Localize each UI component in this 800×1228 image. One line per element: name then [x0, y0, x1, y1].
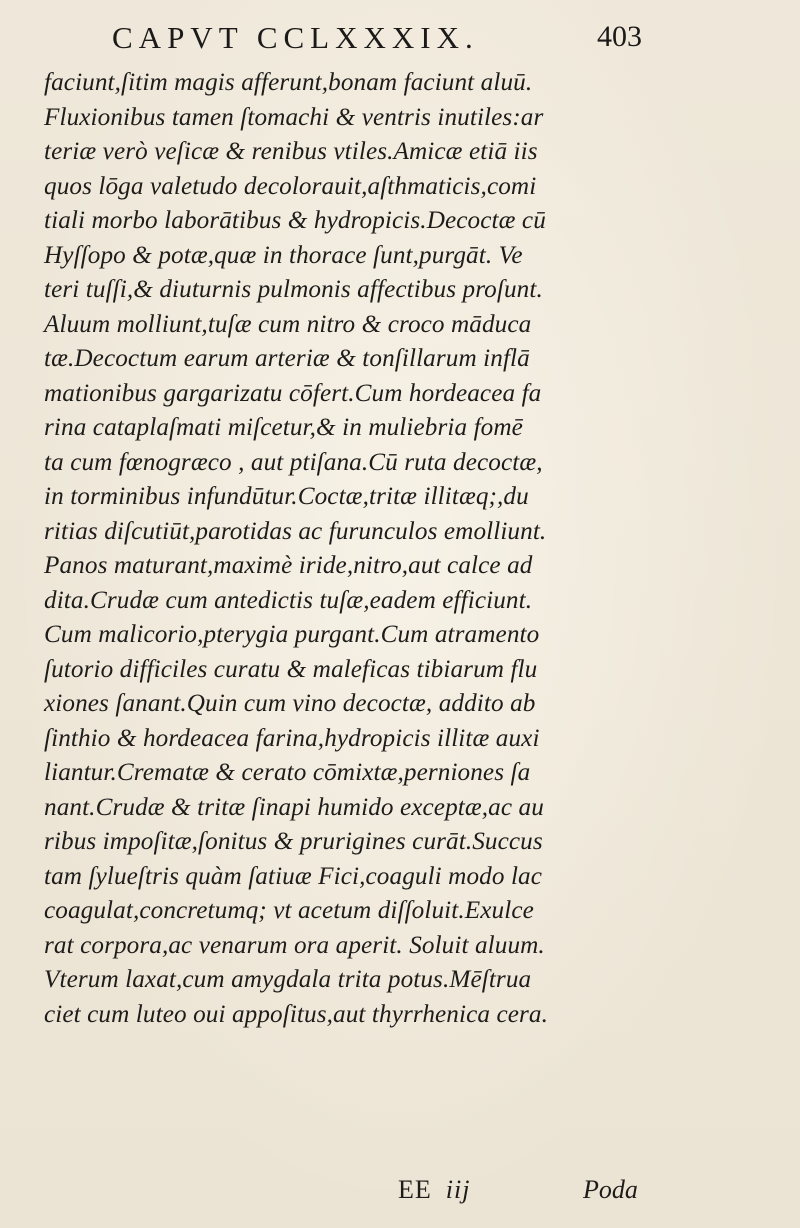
text-line: tiali morbo laborātibus & hydropicis.Decoctæ cū [44, 207, 546, 234]
text-line: tæ.Decoctum earum arteriæ & tonſillarum inflā [44, 345, 530, 372]
text-line: ſutorio difficiles curatu & maleficas tibiarum flu [44, 655, 538, 683]
signature-mark [398, 1175, 470, 1205]
text-line: faciunt,ſitim magis afferunt,bonam faciunt aluū. [44, 69, 533, 96]
text-line: teri tuſſi,& diuturnis pulmonis affectibus proſunt. [44, 276, 543, 303]
page-header [0, 18, 800, 58]
text-line: Panos maturant,maximè iride,nitro,aut calce ad [44, 552, 533, 579]
text-line: mationibus gargarizatu cōfert.Cum hordeacea fa [44, 379, 542, 407]
text-line: coagulat,concretumq; vt acetum diſſoluit.Exulce [44, 897, 534, 924]
text-line: Hyſſopo & potæ,quæ in thorace ſunt,purgāt. Ve [44, 241, 523, 269]
text-line: ciet cum luteo oui appoſitus,aut thyrrhenica cera. [44, 1000, 549, 1028]
text-line: Aluum molliunt,tuſæ cum nitro & croco māduca [44, 310, 532, 338]
text-line: ta cum fœnogræco , aut ptiſana.Cū ruta decoctæ, [44, 448, 543, 476]
catchword: Poda [583, 1175, 638, 1204]
text-line: ribus impoſitæ,ſonitus & prurigines curāt.Succus [44, 828, 543, 855]
text-line: ſinthio & hordeacea farina,hydropicis illitæ auxi [44, 724, 540, 752]
text-line: tam ſylueſtris quàm ſatiuæ Fici,coaguli modo lac [44, 862, 543, 890]
page-number: 403 [597, 20, 642, 53]
running-head: CAPVT CCLXXXIX. [112, 20, 479, 55]
text-line: quos lōga valetudo decolorauit,aſthmaticis,comi [44, 172, 537, 200]
text-line: liantur.Crematæ & cerato cōmixtæ,perniones ſa [44, 759, 531, 786]
text-line: Cum malicorio,pterygia purgant.Cum atramento [44, 621, 540, 648]
text-line: rat corpora,ac venarum ora aperit. Soluit aluum. [44, 931, 545, 959]
text-line: Fluxionibus tamen ſtomachi & ventris inutiles:ar [44, 103, 544, 131]
text-line: xiones ſanant.Quin cum vino decoctæ, addito ab [44, 690, 536, 717]
text-line: nant.Crudæ & tritæ ſinapi humido exceptæ,ac au [44, 793, 544, 821]
text-line: dita.Crudæ cum antedictis tuſæ,eadem efficiunt. [44, 586, 533, 614]
signature-letters: EE [398, 1175, 432, 1204]
text-line: rina cataplaſmati miſcetur,& in muliebria fomē [44, 414, 523, 441]
text-line: in torminibus infundūtur.Coctæ,tritæ illitæq;,du [44, 483, 529, 510]
body-text [44, 66, 684, 1032]
signature-number: iij [445, 1175, 471, 1204]
text-line: Vterum laxat,cum amygdala trita potus.Mēſtrua [44, 966, 532, 993]
text-line: ritias diſcutiūt,parotidas ac furunculos emolliunt. [44, 517, 547, 545]
text-line: teriæ verò veſicæ & renibus vtiles.Amicæ etiā iis [44, 138, 538, 165]
page-footer [0, 1175, 800, 1211]
